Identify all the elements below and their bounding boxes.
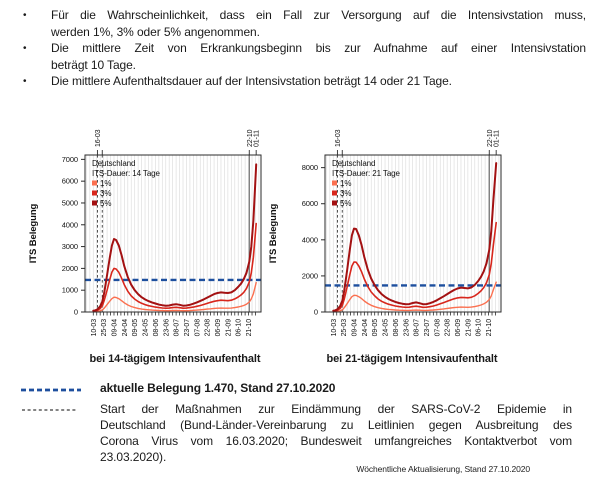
x-tick-label: 21-10	[486, 319, 494, 337]
x-tick-label: 06-09	[215, 319, 223, 337]
y-tick-label: 1000	[61, 285, 78, 295]
bullet-marker: •	[23, 10, 27, 21]
legend-label: 1%	[100, 179, 112, 188]
legend-swatch-1%	[332, 181, 337, 186]
caption-14-tage: bei 14-tägigem Intensivaufenthalt	[89, 353, 261, 365]
x-tick-label: 23-06	[163, 319, 171, 337]
bullet-text-line: Die mittlere Aufenthaltsdauer auf der Intensivstation beträgt 14 oder 21 Tage.	[51, 74, 452, 88]
top-tick-label: 01-11	[253, 130, 261, 147]
legend-swatch-1%	[92, 181, 97, 186]
x-tick-label: 25-03	[101, 319, 109, 337]
legend-label: 5%	[340, 199, 352, 208]
top-tick-label: 16-03	[94, 129, 102, 147]
bullet-list	[14, 7, 586, 90]
top-tick-label: 22-10	[246, 129, 254, 147]
bullet-text	[51, 40, 586, 73]
legend-title: Deutschland	[332, 159, 376, 168]
y-tick-label: 3000	[61, 242, 78, 252]
y-tick-label: 2000	[61, 263, 78, 273]
x-tick-label: 25-03	[341, 319, 349, 337]
update-note: Wöchentliche Aktualisierung, Stand 27.10.2020	[356, 464, 530, 474]
x-tick-label: 08-07	[173, 319, 181, 337]
x-tick-label: 21-09	[225, 319, 233, 337]
current-occupancy-label: aktuelle Belegung 1.470, Stand 27.10.2020	[100, 381, 336, 395]
x-tick-label: 07-08	[434, 319, 442, 337]
x-tick-label: 21-10	[246, 319, 254, 337]
black-dashed-line-sample	[21, 407, 79, 413]
x-tick-label: 10-03	[330, 319, 338, 337]
x-tick-label: 23-07	[183, 319, 191, 337]
bullet-text	[51, 7, 586, 40]
its-chart-21-tage	[240, 110, 530, 360]
x-tick-label: 08-07	[413, 319, 421, 337]
x-tick-label: 24-05	[382, 319, 390, 337]
blue-dashed-line-sample	[20, 386, 82, 394]
x-tick-label: 09-05	[372, 319, 380, 337]
bullet-text-line: werden 1%, 3% oder 5% angenommen.	[51, 24, 260, 39]
y-tick-label: 2000	[301, 271, 318, 281]
x-tick-label: 23-06	[403, 319, 411, 337]
measures-line: Corona Virus vom 16.03.2020; Bundesweit umfangreiches Kontaktverbot vom	[100, 434, 572, 448]
y-tick-label: 6000	[301, 199, 318, 209]
y-tick-label: 4000	[61, 220, 78, 230]
measures-line: 23.03.2020).	[100, 450, 167, 464]
legend-subtitle: ITS-Dauer: 21 Tage	[332, 169, 400, 178]
x-tick-label: 09-05	[132, 319, 140, 337]
bullet-item	[14, 73, 586, 90]
y-axis-title: ITS Belegung	[28, 203, 39, 264]
bullet-marker: •	[23, 76, 27, 87]
legend-label: 5%	[100, 199, 112, 208]
x-tick-label: 08-06	[152, 319, 160, 337]
legend-subtitle: ITS-Dauer: 14 Tage	[92, 169, 160, 178]
y-tick-label: 7000	[61, 154, 78, 164]
x-tick-label: 24-04	[121, 319, 129, 337]
x-tick-label: 22-08	[204, 319, 212, 337]
x-tick-label: 09-04	[351, 319, 359, 337]
x-tick-label: 06-10	[475, 319, 483, 337]
measures-line: Start der Maßnahmen zur Eindämmung der SARS-CoV-2 Epidemie in	[100, 402, 572, 416]
legend-label: 1%	[340, 179, 352, 188]
legend-swatch-5%	[92, 201, 97, 206]
legend-label: 3%	[100, 189, 112, 198]
legend-label: 3%	[340, 189, 352, 198]
y-tick-label: 0	[313, 307, 318, 317]
caption-21-tage: bei 21-tägigem Intensivaufenthalt	[326, 353, 498, 365]
legend-swatch-5%	[332, 201, 337, 206]
bullet-item	[14, 7, 586, 40]
y-tick-label: 5000	[61, 198, 78, 208]
y-tick-label: 6000	[61, 176, 78, 186]
bullet-text-line: Für die Wahrscheinlichkeit, dass ein Fall zur Versorgung auf die Intensivstation muss,	[51, 8, 586, 22]
bullet-item	[14, 40, 586, 73]
x-tick-label: 06-10	[235, 319, 243, 337]
x-tick-label: 08-06	[392, 319, 400, 337]
top-tick-label: 16-03	[334, 129, 342, 147]
bullet-text	[51, 73, 586, 90]
x-tick-label: 22-08	[444, 319, 452, 337]
y-axis-title: ITS Belegung	[268, 203, 279, 264]
y-tick-label: 4000	[301, 235, 318, 245]
measures-note	[100, 401, 572, 465]
top-tick-label: 22-10	[486, 129, 494, 147]
bullet-marker: •	[23, 43, 27, 54]
x-tick-label: 21-09	[465, 319, 473, 337]
x-tick-label: 24-04	[361, 319, 369, 337]
bullet-text-line: beträgt 10 Tage.	[51, 57, 136, 72]
x-tick-label: 06-09	[455, 319, 463, 337]
measures-line: Deutschland (Bund-Länder-Vereinbarung zu Leitlinien gegen Ausbreitung des	[100, 418, 572, 432]
x-tick-label: 10-03	[90, 319, 98, 337]
legend-title: Deutschland	[92, 159, 136, 168]
top-tick-label: 01-11	[493, 130, 501, 147]
bullet-text-line: Die mittlere Zeit von Erkrankungsbeginn bis zur Aufnahme auf einer Intensivstation	[51, 41, 586, 55]
legend-swatch-3%	[92, 191, 97, 196]
y-tick-label: 8000	[301, 163, 318, 173]
y-tick-label: 0	[73, 307, 78, 317]
x-tick-label: 07-08	[194, 319, 202, 337]
x-tick-label: 24-05	[142, 319, 150, 337]
legend-swatch-3%	[332, 191, 337, 196]
x-tick-label: 09-04	[111, 319, 119, 337]
x-tick-label: 23-07	[423, 319, 431, 337]
